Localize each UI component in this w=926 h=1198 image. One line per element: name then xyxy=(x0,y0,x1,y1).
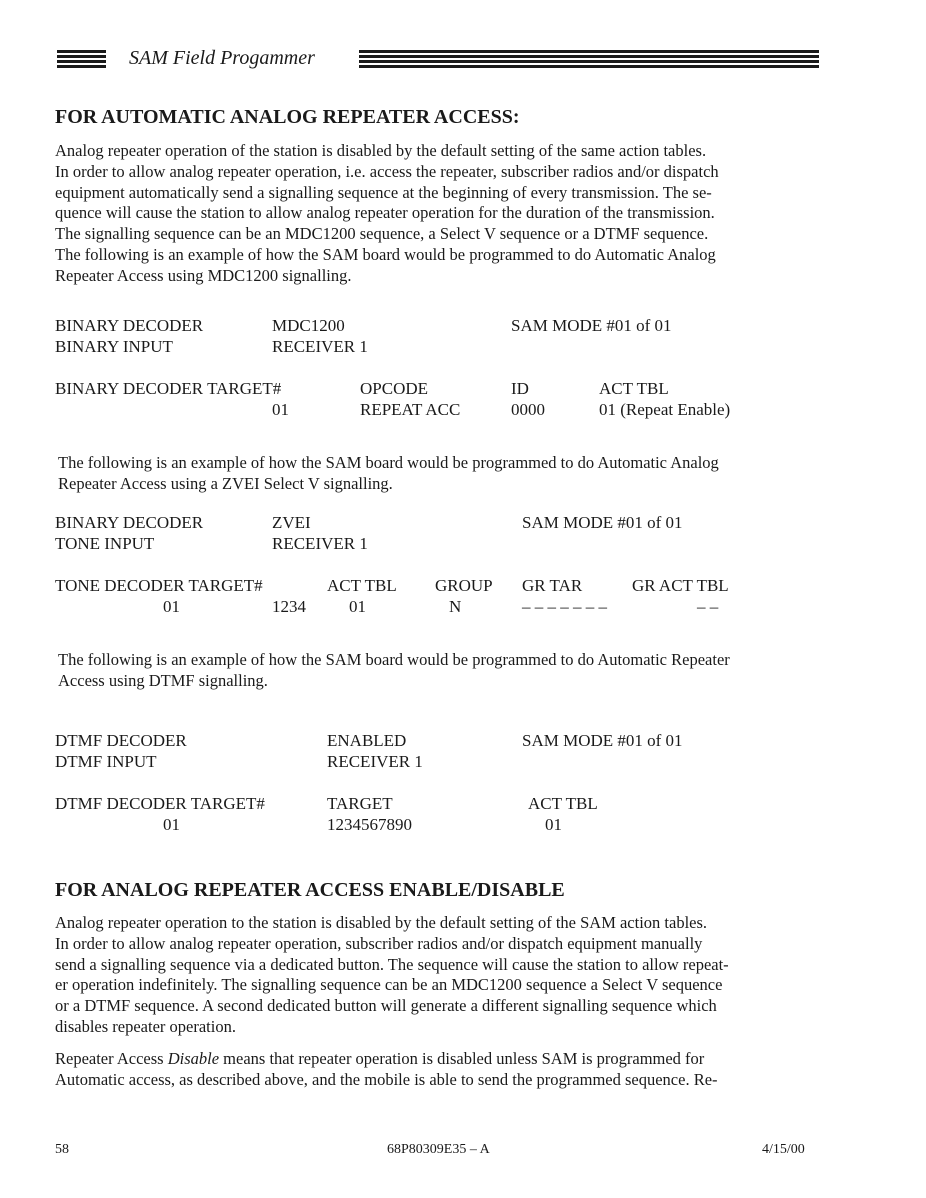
dtmf-mode: SAM MODE #01 of 01 xyxy=(522,731,683,750)
dtmf-intro-line-1: The following is an example of how the SAM board would be programmed to do Automatic Repeater xyxy=(58,650,730,669)
mdc-mode: SAM MODE #01 of 01 xyxy=(511,316,672,335)
zvei-intro-line-2: Repeater Access using a ZVEI Select V signalling. xyxy=(58,473,393,493)
section-title-enable-disable: FOR ANALOG REPEATER ACCESS ENABLE/DISABLE xyxy=(55,879,565,901)
intro-line-3: equipment automatically send a signalling sequence at the beginning of every transmission. The se- xyxy=(55,182,712,202)
dtmf-target-col-label: TARGET xyxy=(327,794,393,813)
zvei-input-label: TONE INPUT xyxy=(55,534,155,553)
zvei-code-value: 1234 xyxy=(272,597,306,616)
dtmf-intro-paragraph xyxy=(58,650,822,692)
mdc-input-value: RECEIVER 1 xyxy=(272,337,368,356)
enable-disable-line-1: Analog repeater operation to the station is disabled by the default setting of the SAM action tables. xyxy=(55,913,708,932)
enable-disable-line-4: er operation indefinitely. The signalling sequence can be an MDC1200 sequence a Select V sequence xyxy=(55,975,723,995)
enable-disable-paragraph xyxy=(55,913,819,1038)
zvei-intro-paragraph xyxy=(58,453,822,495)
zvei-grtar-label: GR TAR xyxy=(522,576,583,595)
document-id: 68P80309E35 – A xyxy=(387,1142,490,1157)
dtmf-intro-line-2: Access using DTMF signalling. xyxy=(58,670,268,690)
zvei-decoder-value: ZVEI xyxy=(272,513,311,532)
page-header xyxy=(57,44,819,74)
page-number: 58 xyxy=(55,1142,69,1157)
disable-text-after: means that repeater operation is disabled unless SAM is programmed for xyxy=(219,1049,705,1068)
zvei-grtar-value: – – – – – – – xyxy=(522,597,607,616)
zvei-gract-value: – – xyxy=(697,597,719,616)
dtmf-target-label: DTMF DECODER TARGET# xyxy=(55,794,265,813)
enable-disable-line-6: disables repeater operation. xyxy=(55,1016,236,1036)
enable-disable-line-3: send a signalling sequence via a dedicated button. The sequence will cause the station to allow repeat- xyxy=(55,954,729,974)
disable-text-before: Repeater Access xyxy=(55,1049,168,1068)
dtmf-input-value: RECEIVER 1 xyxy=(327,752,423,771)
zvei-act-value: 01 xyxy=(349,597,366,616)
zvei-mode: SAM MODE #01 of 01 xyxy=(522,513,683,532)
enable-disable-line-5: or a DTMF sequence. A second dedicated button will generate a different signalling sequence which xyxy=(55,996,717,1016)
zvei-input-value: RECEIVER 1 xyxy=(272,534,368,553)
intro-line-2: In order to allow analog repeater operation, i.e. access the repeater, subscriber radios and/or dispatch xyxy=(55,161,719,181)
dtmf-decoder-value: ENABLED xyxy=(327,731,407,750)
dtmf-target-col-value: 1234567890 xyxy=(327,815,412,834)
dtmf-act-label: ACT TBL xyxy=(528,794,598,813)
intro-paragraph xyxy=(55,141,819,287)
intro-line-4: quence will cause the station to allow analog repeater operation for the duration of the transmission. xyxy=(55,203,715,223)
mdc-decoder-label: BINARY DECODER xyxy=(55,316,204,335)
dtmf-input-label: DTMF INPUT xyxy=(55,752,157,771)
mdc-target-label: BINARY DECODER TARGET# xyxy=(55,379,282,398)
mdc-act-value: 01 (Repeat Enable) xyxy=(599,400,731,419)
mdc-opcode-value: REPEAT ACC xyxy=(360,400,461,419)
header-rule-right xyxy=(359,50,819,68)
disable-emphasis: Disable xyxy=(167,1049,220,1068)
disable-definition-line-2: Automatic access, as described above, and the mobile is able to send the programmed sequence. Re- xyxy=(55,1069,718,1089)
dtmf-decoder-label: DTMF DECODER xyxy=(55,731,187,750)
zvei-decoder-label: BINARY DECODER xyxy=(55,513,204,532)
mdc-decoder-value: MDC1200 xyxy=(272,316,345,335)
mdc-id-label: ID xyxy=(511,379,529,398)
disable-definition-paragraph xyxy=(55,1049,819,1091)
mdc-act-label: ACT TBL xyxy=(599,379,669,398)
zvei-target-label: TONE DECODER TARGET# xyxy=(55,576,263,595)
dtmf-act-value: 01 xyxy=(545,815,562,834)
section-title-automatic-access: FOR AUTOMATIC ANALOG REPEATER ACCESS: xyxy=(55,106,520,128)
document-date: 4/15/00 xyxy=(762,1142,805,1157)
zvei-act-label: ACT TBL xyxy=(327,576,397,595)
zvei-target-value: 01 xyxy=(163,597,180,616)
intro-line-6: The following is an example of how the SAM board would be programmed to do Automatic Analog xyxy=(55,244,716,264)
header-rule-left xyxy=(57,50,106,68)
mdc-target-value: 01 xyxy=(272,400,289,419)
zvei-gract-label: GR ACT TBL xyxy=(632,576,729,595)
dtmf-target-value: 01 xyxy=(163,815,180,834)
enable-disable-line-2: In order to allow analog repeater operation, subscriber radios and/or dispatch equipment manually xyxy=(55,933,703,953)
disable-definition-line-1 xyxy=(55,1049,819,1070)
mdc-input-label: BINARY INPUT xyxy=(55,337,173,356)
zvei-group-value: N xyxy=(449,597,462,616)
mdc-id-value: 0000 xyxy=(511,400,545,419)
intro-line-7: Repeater Access using MDC1200 signalling. xyxy=(55,265,352,285)
mdc-opcode-label: OPCODE xyxy=(360,379,429,398)
intro-line-5: The signalling sequence can be an MDC1200 sequence, a Select V sequence or a DTMF sequence. xyxy=(55,224,709,244)
intro-line-1: Analog repeater operation of the station is disabled by the default setting of the same action tables. xyxy=(55,141,707,160)
zvei-intro-line-1: The following is an example of how the SAM board would be programmed to do Automatic Analog xyxy=(58,453,719,472)
zvei-group-label: GROUP xyxy=(435,576,493,595)
header-title: SAM Field Progammer xyxy=(129,47,315,69)
